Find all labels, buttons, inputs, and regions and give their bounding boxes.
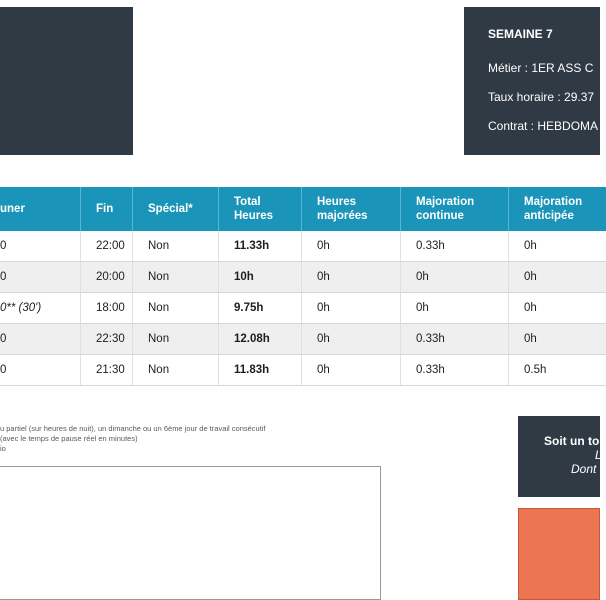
- footnote-line: (avec le temps de pause réel en minutes): [0, 434, 138, 443]
- cell-total-heures: 12.08h: [219, 324, 302, 355]
- table-row: [0, 324, 606, 355]
- cell-special: Non: [133, 324, 219, 355]
- table-row: [0, 355, 606, 386]
- left-dark-panel: [0, 7, 133, 155]
- cell-total-heures: 9.75h: [219, 293, 302, 324]
- table-header-row: [0, 187, 606, 231]
- cell-special: Non: [133, 231, 219, 262]
- footnote-line: io: [0, 444, 6, 453]
- cell-total-heures: 11.33h: [219, 231, 302, 262]
- cell-majoration-anticipee: 0h: [509, 293, 606, 324]
- orange-action-panel[interactable]: [518, 508, 600, 600]
- total-subline: L: [595, 448, 602, 462]
- col-header-majoration-anticipee: Majoration anticipée: [524, 196, 583, 222]
- hours-table: [0, 187, 600, 386]
- cell-majoration-continue: 0.33h: [401, 231, 509, 262]
- col-header-total-heures: Total Heures: [219, 187, 302, 231]
- col-header-majoration-continue: Majoration continue: [401, 187, 509, 231]
- col-header-special: Spécial*: [133, 187, 219, 231]
- cell-majoration-continue: 0.33h: [401, 324, 509, 355]
- cell-heures-majorees: 0h: [302, 262, 401, 293]
- col-header-fin: Fin: [81, 187, 133, 231]
- table-row: [0, 231, 606, 262]
- job-label: Métier : 1ER ASS C: [488, 61, 594, 75]
- cell-fin: 18:00: [81, 293, 133, 324]
- cell-dejeuner: 0: [0, 324, 81, 355]
- cell-fin: 22:30: [81, 324, 133, 355]
- cell-dejeuner: 0** (30'): [0, 293, 81, 324]
- cell-heures-majorees: 0h: [302, 355, 401, 386]
- cell-majoration-anticipee: 0h: [509, 324, 606, 355]
- table-row: [0, 293, 606, 324]
- cell-majoration-anticipee: 0h: [509, 231, 606, 262]
- footnote-line: u partiel (sur heures de nuit), un dimanche ou un 6ème jour de travail consécutif: [0, 424, 266, 433]
- cell-dejeuner: 0: [0, 231, 81, 262]
- cell-special: Non: [133, 355, 219, 386]
- cell-majoration-continue: 0.33h: [401, 355, 509, 386]
- cell-heures-majorees: 0h: [302, 293, 401, 324]
- cell-total-heures: 11.83h: [219, 355, 302, 386]
- cell-fin: 22:00: [81, 231, 133, 262]
- cell-fin: 21:30: [81, 355, 133, 386]
- table-row: [0, 262, 606, 293]
- col-header-dejeuner: uner: [0, 187, 81, 231]
- cell-heures-majorees: 0h: [302, 231, 401, 262]
- week-title: SEMAINE 7: [488, 27, 553, 41]
- cell-fin: 20:00: [81, 262, 133, 293]
- cell-special: Non: [133, 293, 219, 324]
- footnotes: [0, 424, 266, 454]
- total-label: Soit un to: [544, 434, 600, 448]
- comment-textarea[interactable]: [0, 466, 381, 600]
- cell-special: Non: [133, 262, 219, 293]
- week-info-panel: [464, 7, 600, 155]
- cell-majoration-continue: 0h: [401, 293, 509, 324]
- cell-heures-majorees: 0h: [302, 324, 401, 355]
- cell-dejeuner: 0: [0, 262, 81, 293]
- cell-majoration-anticipee: 0h: [509, 262, 606, 293]
- col-header-heures-majorees: Heures majorées: [302, 187, 401, 231]
- cell-majoration-anticipee: 0.5h: [509, 355, 606, 386]
- contract-label: Contrat : HEBDOMA: [488, 119, 599, 133]
- total-dont-line: Dont: [571, 462, 597, 476]
- cell-total-heures: 10h: [219, 262, 302, 293]
- cell-dejeuner: 0: [0, 355, 81, 386]
- hourly-rate-label: Taux horaire : 29.37: [488, 90, 595, 104]
- total-summary-panel: [518, 416, 600, 497]
- cell-majoration-continue: 0h: [401, 262, 509, 293]
